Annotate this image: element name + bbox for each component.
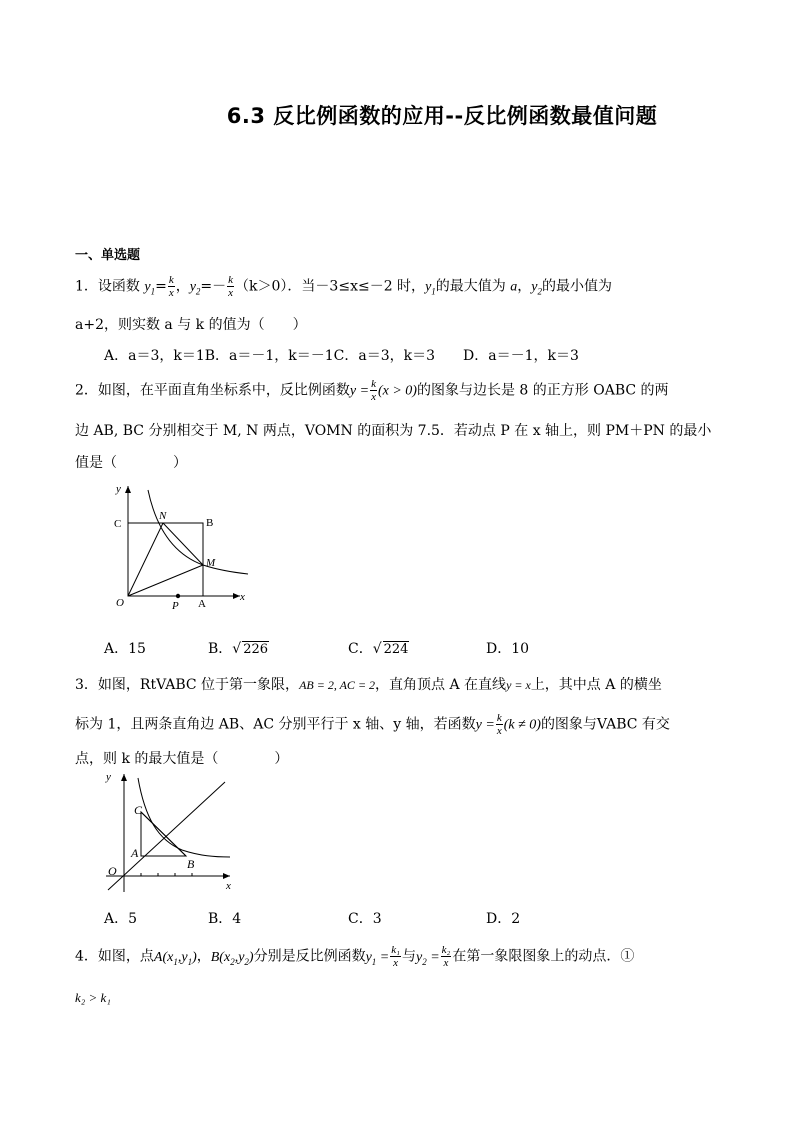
q3-yx: y = x — [506, 678, 531, 692]
q3-func: y = — [475, 717, 495, 733]
q2-label-x: x — [240, 591, 245, 603]
q1-text-b: 的最大值为 — [435, 278, 511, 295]
q4-func1: $y_1$ = — [365, 949, 390, 967]
q3-line-yx — [108, 782, 225, 890]
q3-line2 — [75, 712, 670, 737]
q2-frac-den: x — [371, 391, 376, 403]
q3-option-b: B．4 — [208, 911, 242, 927]
q4-func2: $y_2$ = — [415, 949, 440, 967]
q3-label-x: x — [226, 880, 231, 892]
q1-y2b: y — [531, 279, 538, 295]
q3-label-O: O — [108, 864, 117, 878]
q3-label-y: y — [106, 771, 111, 783]
q1-y1-sub: 1 — [150, 286, 156, 297]
q3-label-A: A — [131, 846, 139, 860]
q3-line2-b: 的图象与VABC 有交 — [540, 716, 670, 733]
q3-line1 — [75, 674, 662, 694]
q4-frac2: $\frac{\text{k₂}}{x}$ — [441, 944, 451, 969]
q1-eq2: =－ — [200, 278, 227, 295]
q2-label-B: B — [206, 517, 214, 529]
q2-figure — [100, 478, 260, 613]
q2-label-M: M — [206, 557, 216, 569]
q4-line1-b: 分别是反比例函数 — [253, 948, 366, 965]
q2-line1-a: 2．如图，在平面直角坐标系中，反比例函数 — [75, 382, 350, 399]
q1-frac2 — [227, 274, 234, 299]
q1-y2-sub: 2 — [195, 286, 201, 297]
q1-intro: 1．设函数 — [75, 278, 145, 295]
q2-frac — [370, 378, 377, 403]
q2-option-c-label: C． — [348, 641, 373, 657]
q3-frac — [496, 712, 503, 737]
q2-label-A: A — [198, 598, 206, 610]
q3-ab: AB = 2, AC = 2 — [299, 678, 376, 692]
q3-line-CB — [141, 812, 186, 856]
q1-y2: y — [189, 279, 196, 295]
q3-x-arrow-icon — [223, 873, 230, 879]
q2-option-d: D．10 — [486, 641, 530, 657]
q2-option-b — [208, 638, 269, 658]
page-title: 6.3 反比例函数的应用--反比例函数最值问题 — [226, 104, 658, 128]
q1-text-d: 的最小值为 — [541, 278, 612, 295]
q3-label-C: C — [134, 803, 143, 817]
q4-line1-c: 在第一象限图象上的动点．① — [452, 948, 635, 965]
q2-x-arrow-icon — [233, 593, 240, 599]
q1-options: A．a＝3，k＝1B．a＝－1，k＝－1C．a＝3，k＝3 D．a＝－1，k＝3 — [104, 348, 579, 364]
q4-point-B: $B(x_2,y_2)$ — [210, 949, 254, 967]
q3-frac-num: k — [496, 712, 502, 724]
q3-y-arrow-icon — [121, 774, 127, 781]
q2-option-a: A．15 — [104, 641, 146, 657]
q1-frac1-num: k — [168, 274, 174, 286]
q4-sep: ， — [196, 948, 211, 965]
q1-eq1: = — [155, 278, 167, 295]
q3-line1-a: 3．如图，RtVABC 位于第一象限， — [75, 677, 300, 693]
q2-label-N: N — [159, 510, 167, 522]
q2-cond: (x > 0) — [377, 383, 417, 399]
q2-option-b-label: B． — [208, 641, 233, 657]
q3-option-d: D．2 — [486, 911, 521, 927]
q2-label-P: P — [172, 600, 179, 612]
q2-line2: 边 AB, BC 分别相交于 M, N 两点，VOMN 的面积为 7.5．若动点 P 在 x 轴上，则 PM＋PN 的最小 — [75, 423, 712, 439]
q2-label-C: C — [114, 518, 122, 530]
q3-option-a: A．5 — [104, 911, 138, 927]
q1-frac2-num: k — [228, 274, 234, 286]
q3-cond: (k ≠ 0) — [503, 717, 541, 733]
q1-frac1-den: x — [168, 287, 174, 299]
q4-line1-a: 4．如图，点 — [75, 948, 154, 965]
q2-point-P — [176, 594, 180, 598]
q2-y-arrow-icon — [125, 486, 131, 493]
q2-line-OM — [128, 565, 203, 596]
q2-hyperbola — [148, 490, 248, 574]
sqrt-icon: √ — [232, 641, 242, 657]
sqrt-icon: √ — [372, 641, 382, 657]
q2-label-y: y — [116, 483, 121, 495]
q3-line2-a: 标为 1，且两条直角边 AB、AC 分别平行于 x 轴、y 轴，若函数 — [75, 716, 476, 733]
q1-y1b-sub: 1 — [431, 286, 436, 297]
q1-line2: a+2，则实数 a 与 k 的值为（ ） — [75, 317, 307, 333]
section-heading: 一、单选题 — [75, 248, 141, 263]
q3-frac-den: x — [496, 725, 502, 737]
q3-option-c: C．3 — [348, 911, 382, 927]
q3-label-B: B — [187, 857, 195, 871]
q2-option-c — [348, 638, 409, 658]
q4-line1 — [75, 944, 634, 969]
q1-a: a — [510, 279, 518, 295]
q4-frac1: $\frac{\text{k₁}}{x}$ — [391, 944, 400, 969]
q1-comma: ， — [175, 278, 190, 295]
q2-frac-num: k — [371, 378, 376, 390]
q1-frac1 — [168, 274, 175, 299]
q2-label-O: O — [116, 597, 124, 609]
q2-line-NM — [163, 523, 203, 565]
q1-frac2-den: x — [228, 287, 234, 299]
q4-and: 与 — [401, 948, 416, 965]
q1-line1 — [75, 274, 612, 299]
q1-y2b-sub: 2 — [537, 286, 542, 297]
q3-line3: 点，则 k 的最大值是（ ） — [75, 751, 289, 767]
q1-y1: y — [144, 279, 151, 295]
q1-text-c: ， — [517, 278, 532, 295]
q2-line1 — [75, 378, 669, 403]
q3-figure — [100, 768, 240, 894]
q2-line3: 值是（ ） — [75, 455, 187, 471]
q3-line1-c: 上，其中点 A 的横坐 — [530, 677, 662, 693]
q2-line-ON — [128, 523, 163, 596]
q2-func: y = — [349, 383, 370, 399]
q2-line1-b: 的图象与边长是 8 的正方形 OABC 的两 — [416, 382, 669, 399]
q2-option-b-value: 226 — [243, 642, 269, 657]
q1-y1b: y — [425, 279, 432, 295]
q4-point-A: $A(x_1,y_1)$ — [153, 949, 197, 967]
q3-line1-b: ，直角顶点 A 在直线 — [375, 677, 507, 693]
q1-cond: （k＞0）．当－3≤x≤－2 时， — [235, 278, 426, 295]
q4-line2: k₂ > k₁ — [75, 990, 111, 1005]
q2-option-c-value: 224 — [383, 642, 409, 657]
